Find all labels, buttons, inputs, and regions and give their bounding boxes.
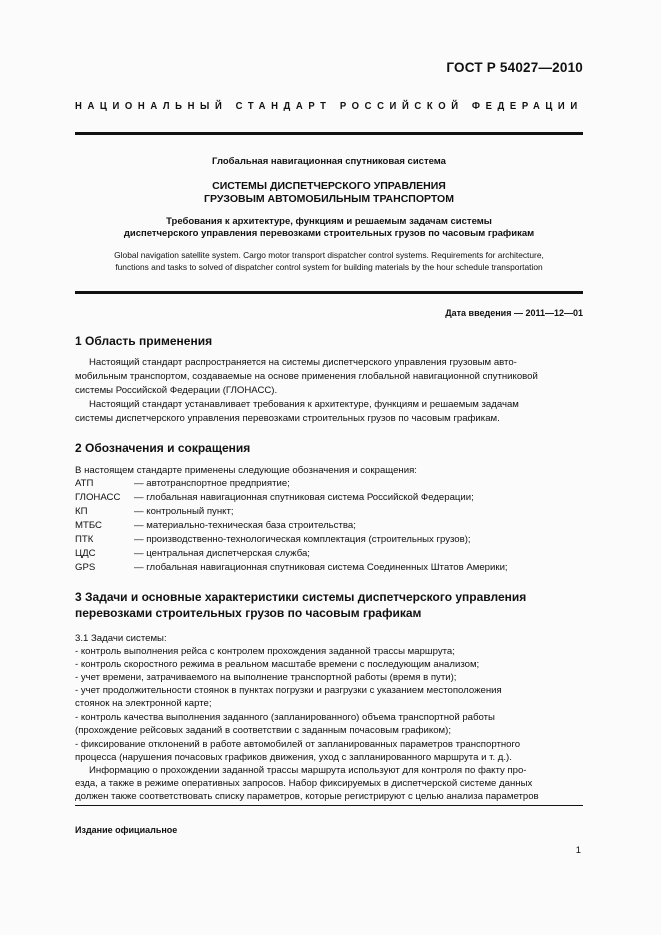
section3-line: Информацию о прохождении заданной трассы маршрута используют для контроля по факту про-: [89, 765, 527, 776]
title-requirements-line1: Требования к архитектуре, функциям и решаемым задачам системы: [166, 216, 492, 227]
abbreviation-definition: — материально-техническая база строительства;: [134, 520, 356, 531]
section3-line: - контроль скоростного режима в реальном масштабе времени с последующим анализом;: [75, 659, 480, 670]
section1-line: системы Российской Федерации (ГЛОНАСС).: [75, 385, 278, 396]
section3-line: должен также соответствовать списку параметров, которые регистрируют с целью анализа параметров: [75, 791, 539, 802]
edition-label: Издание официальное: [75, 825, 178, 835]
section3-line: - контроль выполнения рейса с контролем прохождения заданной трассы маршрута;: [75, 646, 455, 657]
abbreviation-term: GPS: [75, 562, 96, 573]
section3-line: 3.1 Задачи системы:: [75, 633, 167, 644]
title-main-line2: ГРУЗОВЫМ АВТОМОБИЛЬНЫМ ТРАНСПОРТОМ: [204, 193, 454, 205]
section1-line: мобильным транспортом, создаваемые на основе применения глобальной навигационной спутниковой: [75, 371, 538, 382]
title-bottom-rule: [75, 291, 583, 294]
footer-rule: [75, 805, 583, 806]
section1-line: Настоящий стандарт устанавливает требования к архитектуре, функциям и решаемым задачам: [89, 399, 519, 410]
section3-line: - контроль качества выполнения заданного (запланированного) объема транспортной работы: [75, 712, 495, 723]
national-standard-banner: НАЦИОНАЛЬНЫЙ СТАНДАРТ РОССИЙСКОЙ ФЕДЕРАЦИИ: [75, 100, 583, 112]
abbreviation-term: АТП: [75, 478, 94, 489]
title-main-line1: СИСТЕМЫ ДИСПЕТЧЕРСКОГО УПРАВЛЕНИЯ: [212, 180, 446, 192]
title-system: Глобальная навигационная спутниковая система: [212, 156, 446, 167]
section3-line: стоянок на электронной карте;: [75, 698, 212, 709]
abbreviation-term: ГЛОНАСС: [75, 492, 121, 503]
section2-heading: 2 Обозначения и сокращения: [75, 441, 251, 455]
abbreviation-term: КП: [75, 506, 88, 517]
section3-heading-line1: 3 Задачи и основные характеристики системы диспетчерского управления: [75, 590, 527, 604]
section3-line: езда, а также в режиме оперативных запросов. Набор фиксируемых в диспетчерской системе данных: [75, 778, 533, 789]
section3-line: (прохождение рейсовых заданий в соответствии с заданным почасовым графиком);: [75, 725, 451, 736]
abbreviation-definition: — глобальная навигационная спутниковая система Соединенных Штатов Америки;: [134, 562, 508, 573]
section1-line: системы диспетчерского управления перевозками строительных грузов по часовым графикам.: [75, 413, 500, 424]
section3-heading-line2: перевозками строительных грузов по часовым графикам: [75, 606, 422, 620]
section3-line: - учет времени, затрачиваемого на выполнение транспортной работы (время в пути);: [75, 672, 457, 683]
standard-designation: ГОСТ Р 54027—2010: [446, 60, 583, 75]
abbreviation-definition: — контрольный пункт;: [134, 506, 234, 517]
section1-heading: 1 Область применения: [75, 334, 213, 348]
introduction-date: Дата введения — 2011—12—01: [445, 308, 583, 318]
title-english-line2: functions and tasks to solved of dispatcher control system for building materials by the hour schedule transportation: [115, 262, 543, 272]
abbreviation-definition: — автотранспортное предприятие;: [134, 478, 290, 489]
abbreviation-definition: — глобальная навигационная спутниковая система Российской Федерации;: [134, 492, 474, 503]
title-requirements-line2: диспетчерского управления перевозками строительных грузов по часовым графикам: [123, 228, 535, 239]
abbreviation-definition: — производственно-технологическая комплектация (строительных грузов);: [134, 534, 471, 545]
abbreviation-definition: — центральная диспетчерская служба;: [134, 548, 310, 559]
abbreviation-term: МТБС: [75, 520, 102, 531]
abbreviation-term: ЦДС: [75, 548, 96, 559]
top-rule: [75, 132, 583, 135]
abbreviation-term: ПТК: [75, 534, 94, 545]
section3-line: - учет продолжительности стоянок в пунктах погрузки и разгрузки с указанием местоположения: [75, 685, 502, 696]
section3-line: - фиксирование отклонений в работе автомобилей от запланированных параметров транспортного: [75, 739, 521, 750]
section2-intro: В настоящем стандарте применены следующие обозначения и сокращения:: [75, 465, 417, 476]
page-number: 1: [575, 845, 581, 856]
section1-line: Настоящий стандарт распространяется на системы диспетчерского управления грузовым авто-: [89, 357, 517, 368]
section3-line: процесса (нарушения почасовых графиков движения, уход с запланированного маршрута и т. д.).: [75, 752, 512, 763]
title-english-line1: Global navigation satellite system. Cargo motor transport dispatcher control systems. Requirements for architecture,: [114, 250, 544, 260]
